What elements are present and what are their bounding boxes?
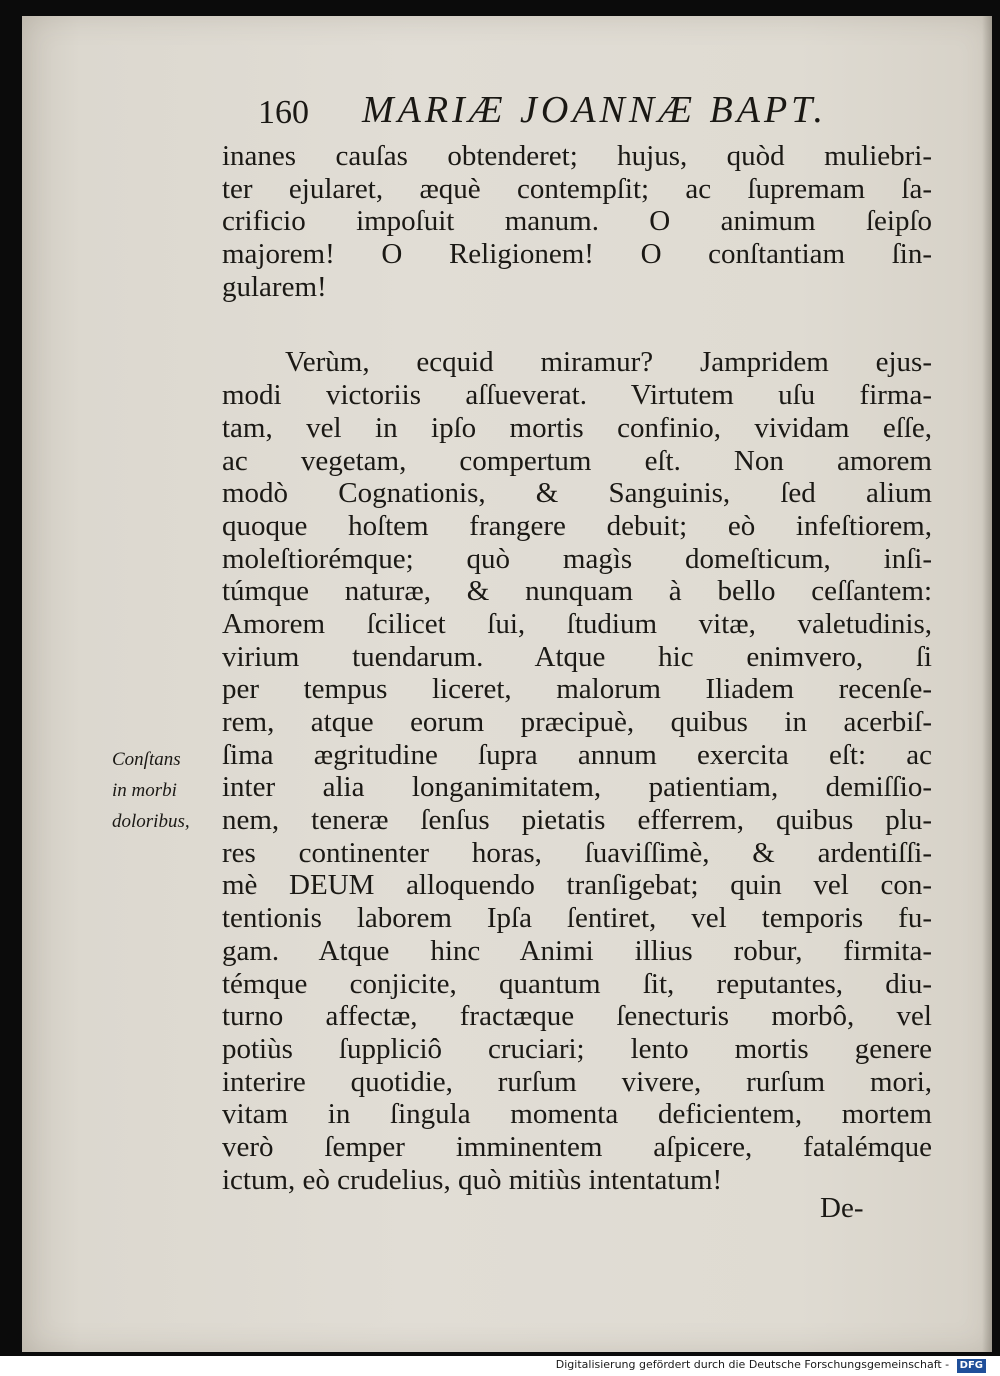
page-edge-shadow [982, 16, 992, 1352]
page-number: 160 [258, 94, 309, 131]
marginal-note [112, 744, 232, 837]
text-line: per tempus liceret, malorum Iliadem recenſe- [222, 673, 932, 706]
text-line: témque conjicite, quantum ſit, reputantes, diu- [222, 967, 932, 1000]
text-line: mè DEUM alloquendo tranſigebat; quin vel con- [222, 869, 932, 902]
text-line: virium tuendarum. Atque hic enimvero, ſi [222, 640, 932, 673]
text-line: gam. Atque hinc Animi illius robur, firmita- [222, 934, 932, 967]
text-line: majorem! O Religionem! O conſtantiam ſin- [222, 238, 932, 271]
text-line: vitam in ſingula momenta deficientem, mortem [222, 1098, 932, 1131]
text-line: modi victoriis aſſueverat. Virtutem uſu firma- [222, 379, 932, 412]
text-line: inanes cauſas obtenderet; hujus, quòd muliebri- [222, 140, 932, 172]
text-line: modò Cognationis, & Sanguinis, ſed alium [222, 477, 932, 510]
marginal-note-line: in morbi [112, 780, 177, 801]
text-line: ictum, eò crudelius, quò mitiùs intentatum! [222, 1163, 723, 1196]
credit-text: Digitalisierung gefördert durch die Deutsche Forschungsgemeinschaft - [555, 1358, 950, 1371]
text-line: Verùm, ecquid miramur? Jampridem ejus- [285, 346, 932, 379]
text-line: nem, teneræ ſenſus pietatis efferrem, quibus plu- [222, 804, 932, 837]
dfg-logo: DFG [957, 1359, 986, 1373]
text-line: moleſtiorémque; quò magìs domeſticum, inſi- [222, 542, 932, 575]
marginal-note-line: Conſtans [112, 749, 181, 770]
text-line: res continenter horas, ſuaviſſimè, & ardentiſſi- [222, 836, 932, 869]
text-line: túmque naturæ, & nunquam à bello ceſſantem: [222, 575, 932, 608]
text-line: ac vegetam, compertum eſt. Non amorem [222, 444, 932, 477]
paragraph-2 [222, 346, 932, 1196]
running-head [258, 88, 878, 140]
text-line: rem, atque eorum præcipuè, quibus in acerbiſ- [222, 706, 932, 738]
text-line: ter ejularet, æquè contempſit; ac ſupremam ſa- [222, 172, 932, 205]
text-line: ſima ægritudine ſupra annum exercita eſt: ac [222, 738, 932, 771]
text-line: tentionis laborem Ipſa ſentiret, vel temporis fu- [222, 902, 932, 935]
paragraph-1 [222, 140, 932, 303]
text-line: tam, vel in ipſo mortis confinio, vividam eſſe, [222, 411, 932, 444]
body-text [222, 140, 932, 1196]
text-line: Amorem ſcilicet ſui, ſtudium vitæ, valetudinis, [222, 607, 932, 640]
running-head-title: MARIÆ JOANNÆ BAPT. [362, 89, 827, 131]
text-line: interire quotidie, rurſum vivere, rurſum mori, [222, 1065, 932, 1098]
text-line: quoque hoſtem frangere debuit; eò infeſtiorem, [222, 509, 932, 542]
catchword: De- [820, 1192, 864, 1224]
digitization-credit [552, 1356, 990, 1374]
text-line: gularem! [222, 270, 327, 303]
marginal-note-line: doloribus, [112, 811, 190, 832]
text-line: verò ſemper imminentem aſpicere, fatalémque [222, 1130, 932, 1163]
text-line: potiùs ſuppliciô cruciari; lento mortis genere [222, 1032, 932, 1065]
text-line: turno affectæ, fractæque ſenecturis morbô, vel [222, 1000, 932, 1033]
text-line: crificio impoſuit manum. O animum ſeipſo [222, 205, 932, 238]
paragraph-gap [222, 303, 932, 346]
text-line: inter alia longanimitatem, patientiam, demiſſio- [222, 771, 932, 804]
